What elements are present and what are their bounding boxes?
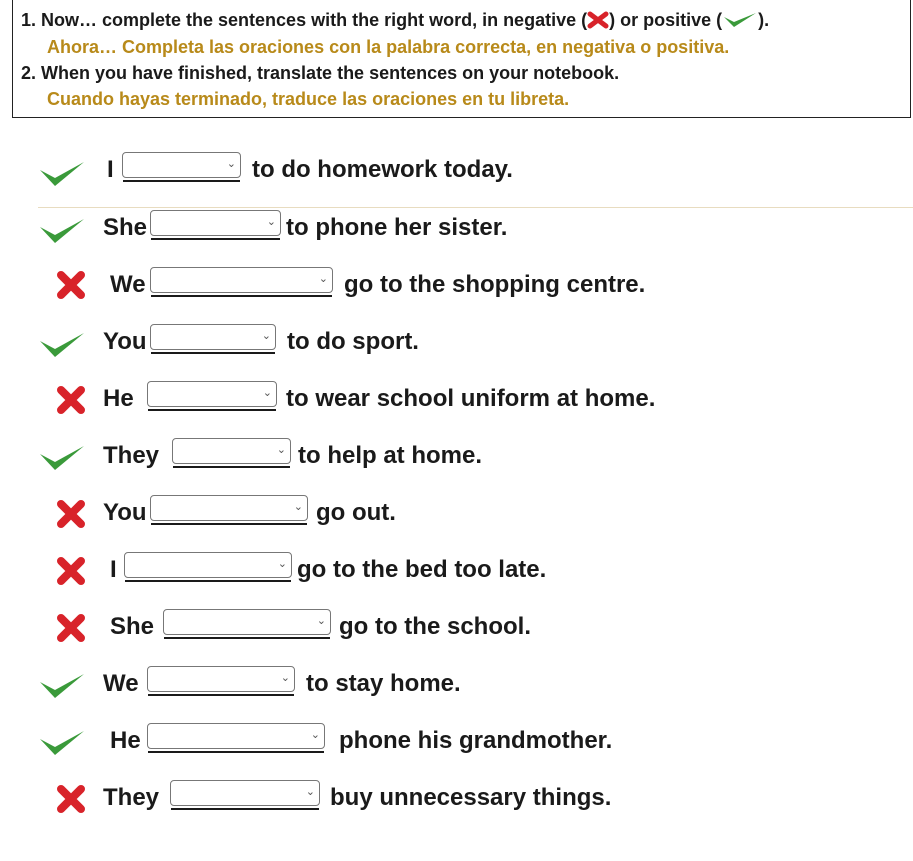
chevron-down-icon: ⌄ bbox=[293, 500, 303, 513]
sentence-text: to help at home. bbox=[298, 442, 483, 469]
answer-dropdown[interactable] bbox=[124, 552, 292, 578]
sentence-row bbox=[0, 780, 913, 820]
sentence-text: go to the bed too late. bbox=[297, 556, 547, 583]
sentence-row bbox=[0, 495, 913, 535]
sentence-text: to do sport. bbox=[287, 328, 419, 355]
sentence-row bbox=[0, 438, 913, 478]
cross-icon bbox=[56, 556, 86, 591]
chevron-down-icon: ⌄ bbox=[277, 557, 287, 570]
cross-icon bbox=[56, 499, 86, 534]
check-icon bbox=[38, 670, 86, 705]
cross-icon bbox=[56, 613, 86, 648]
instruction-1-spanish: Ahora… Completa las oraciones con la palabra correcta, en negativa o positiva. bbox=[47, 37, 730, 57]
cross-icon bbox=[56, 270, 86, 305]
blank-underline bbox=[151, 523, 307, 525]
answer-dropdown[interactable] bbox=[122, 152, 241, 178]
sentence-subject: She bbox=[110, 613, 155, 640]
sentence-subject: They bbox=[103, 784, 160, 811]
check-icon bbox=[38, 158, 86, 193]
sentence-subject: They bbox=[103, 442, 160, 469]
cross-icon bbox=[56, 784, 86, 819]
sentence-subject: You bbox=[103, 499, 147, 526]
blank-underline bbox=[148, 409, 276, 411]
chevron-down-icon: ⌄ bbox=[316, 614, 326, 627]
sentence-subject: I bbox=[110, 556, 117, 583]
check-icon bbox=[38, 215, 86, 250]
instruction-1-text-a: 1. Now… complete the sentences with the right word, in negative ( bbox=[21, 10, 588, 30]
sentence-text: go to the school. bbox=[339, 613, 531, 640]
chevron-down-icon: ⌄ bbox=[276, 443, 286, 456]
chevron-down-icon: ⌄ bbox=[280, 671, 290, 684]
sentence-text: buy unnecessary things. bbox=[330, 784, 612, 811]
instruction-2: 2. When you have finished, translate the sentences on your notebook. bbox=[21, 63, 620, 83]
sentence-row bbox=[0, 552, 913, 592]
sentence-text: go to the shopping centre. bbox=[344, 271, 646, 298]
instruction-1 bbox=[21, 10, 769, 34]
sentence-row bbox=[0, 381, 913, 421]
sentence-subject: You bbox=[103, 328, 147, 355]
check-icon bbox=[38, 727, 86, 762]
answer-dropdown[interactable] bbox=[147, 666, 295, 692]
answer-dropdown[interactable] bbox=[172, 438, 291, 464]
sentence-subject: We bbox=[110, 271, 146, 298]
sentence-text: to phone her sister. bbox=[286, 214, 508, 241]
chevron-down-icon: ⌄ bbox=[310, 728, 320, 741]
sentence-subject: She bbox=[103, 214, 148, 241]
sentence-text: to do homework today. bbox=[252, 156, 513, 183]
blank-underline bbox=[151, 352, 275, 354]
answer-dropdown[interactable] bbox=[163, 609, 331, 635]
sentence-row bbox=[0, 723, 913, 763]
answer-dropdown[interactable] bbox=[150, 324, 276, 350]
blank-underline bbox=[171, 808, 319, 810]
answer-dropdown[interactable] bbox=[147, 723, 325, 749]
instruction-1-text-c: ). bbox=[758, 10, 770, 30]
chevron-down-icon: ⌄ bbox=[262, 386, 272, 399]
blank-underline bbox=[123, 180, 240, 182]
divider bbox=[38, 207, 913, 208]
blank-underline bbox=[151, 238, 280, 240]
check-icon bbox=[38, 442, 86, 477]
answer-dropdown[interactable] bbox=[147, 381, 277, 407]
sentence-text: phone his grandmother. bbox=[339, 727, 613, 754]
chevron-down-icon: ⌄ bbox=[305, 785, 315, 798]
blank-underline bbox=[125, 580, 291, 582]
instruction-1-text-b: ) or positive ( bbox=[609, 10, 723, 30]
sentence-text: go out. bbox=[316, 499, 396, 526]
instructions-box bbox=[12, 0, 911, 118]
cross-icon bbox=[587, 11, 609, 34]
check-icon bbox=[38, 329, 86, 364]
answer-dropdown[interactable] bbox=[170, 780, 320, 806]
sentence-subject: I bbox=[107, 156, 114, 183]
chevron-down-icon: ⌄ bbox=[261, 329, 271, 342]
sentence-row bbox=[0, 666, 913, 706]
blank-underline bbox=[148, 751, 324, 753]
sentence-row bbox=[0, 210, 913, 250]
instruction-2-spanish: Cuando hayas terminado, traduce las oraciones en tu libreta. bbox=[47, 89, 570, 109]
sentence-row bbox=[0, 324, 913, 364]
blank-underline bbox=[151, 295, 332, 297]
chevron-down-icon: ⌄ bbox=[266, 215, 276, 228]
sentence-text: to stay home. bbox=[306, 670, 461, 697]
sentence-row bbox=[0, 267, 913, 307]
sentence-row bbox=[0, 609, 913, 649]
check-icon bbox=[722, 11, 758, 34]
sentence-subject: He bbox=[103, 385, 134, 412]
chevron-down-icon: ⌄ bbox=[226, 157, 236, 170]
sentence-subject: We bbox=[103, 670, 139, 697]
answer-dropdown[interactable] bbox=[150, 495, 308, 521]
blank-underline bbox=[173, 466, 290, 468]
blank-underline bbox=[148, 694, 294, 696]
answer-dropdown[interactable] bbox=[150, 267, 333, 293]
answer-dropdown[interactable] bbox=[150, 210, 281, 236]
sentence-subject: He bbox=[110, 727, 141, 754]
sentence-text: to wear school uniform at home. bbox=[286, 385, 656, 412]
sentence-row bbox=[0, 152, 913, 192]
blank-underline bbox=[164, 637, 330, 639]
cross-icon bbox=[56, 385, 86, 420]
chevron-down-icon: ⌄ bbox=[318, 272, 328, 285]
